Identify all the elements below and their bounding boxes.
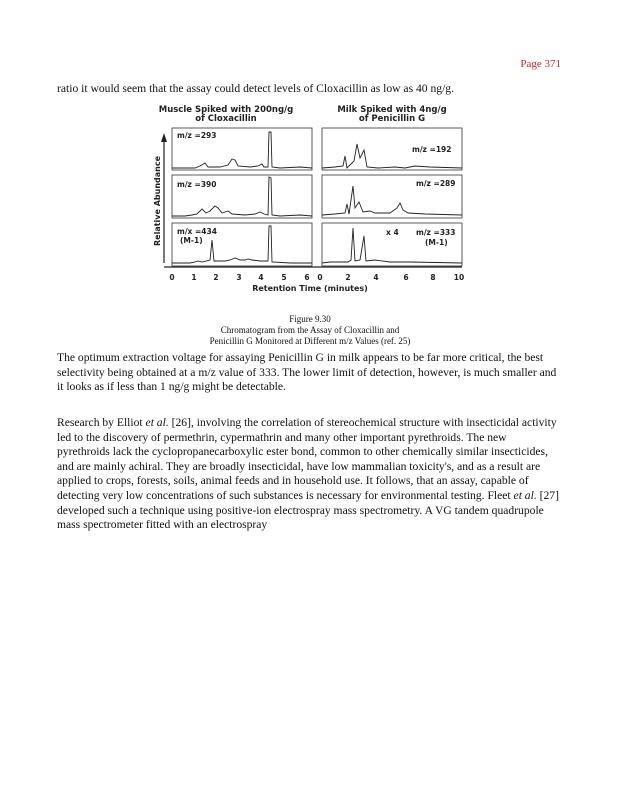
right-tick-labels (317, 273, 464, 282)
label-mz-333: m/z =333 (416, 228, 456, 237)
tick-right-8: 8 (430, 273, 436, 282)
tick-right-4: 4 (373, 273, 379, 282)
left-title-1: Muscle Spiked with 200ng/g (158, 105, 294, 115)
para2-part-b: [26], involving the correlation of stereochemical structure with insecticidal activity led to the discovery of permethrin, cypermathrin and many other important pyrethroids. The new pyrethroids lack the cyclopropanecarboxylic ester bond, common to other chemically similar insecticides, and are mainly achiral. They are broadly insecticidal, have low mammalian toxicity's, and as a result are applied to crops, forests, soils, animal feeds and in household use. It follows, that an assay, capable of detecting very low concentrations of such substances is necessary for environmental testing. Fleet (57, 416, 557, 502)
y-axis-label: Relative Abundance (153, 155, 162, 246)
tick-right-6: 6 (403, 273, 409, 282)
caption-line-2: Chromatogram from the Assay of Cloxacillin and (220, 325, 400, 335)
label-m-1-left: (M-1) (180, 236, 203, 245)
left-tick-labels (169, 273, 309, 282)
paragraph-pyrethroids (57, 416, 559, 533)
figure-caption (150, 314, 470, 347)
para2-et-al-1: et al. (145, 416, 169, 429)
tick-left-4: 4 (258, 273, 264, 282)
right-title-2: of Penicillin G (358, 114, 426, 124)
label-x4: x 4 (386, 228, 399, 237)
tick-left-1: 1 (191, 273, 197, 282)
chromatogram-figure (150, 100, 470, 296)
label-mz-289: m/z =289 (416, 179, 456, 188)
paragraph-penicillin: The optimum extraction voltage for assaying Penicillin G in milk appears to be far more critical, the best selectivity being obtained at a m/z value of 333. The lower limit of detection, however, is much smaller and it looks as if less than 1 ng/g might be detectable. (57, 351, 557, 394)
para2-part-c: [27] developed such a technique using positive-ion electrospray mass spectrometry. A VG tandem quadrupole mass spectrometer fitted with an electrospray (57, 488, 559, 532)
trace-right-289 (322, 186, 462, 215)
tick-right-10: 10 (453, 273, 465, 282)
tick-left-6: 6 (304, 273, 310, 282)
para2-et-al-2: et al. (513, 488, 537, 502)
left-title-2: of Cloxacillin (195, 114, 257, 124)
caption-line-3: Penicillin G Monitored at Different m/z Values (ref. 25) (209, 336, 411, 346)
tick-left-5: 5 (281, 273, 287, 282)
tick-right-2: 2 (345, 273, 351, 282)
label-mz-390: m/z =390 (177, 180, 217, 189)
tick-left-2: 2 (213, 273, 219, 282)
tick-left-3: 3 (236, 273, 242, 282)
intro-text: ratio it would seem that the assay could detect levels of Cloxacillin as low as 40 ng/g. (57, 82, 454, 95)
tick-left-0: 0 (169, 273, 175, 282)
label-m-1-right: (M-1) (425, 238, 448, 247)
label-mz-192: m/z =192 (412, 145, 452, 154)
label-mz-293: m/z =293 (177, 131, 217, 140)
right-title-1: Milk Spiked with 4ng/g (337, 105, 447, 115)
caption-figure-number: Figure 9.30 (289, 314, 331, 324)
page-number: Page 371 (520, 58, 561, 70)
para2-part-a: Research by Elliot (57, 416, 146, 429)
x-axis-label: Retention Time (minutes) (252, 284, 368, 293)
y-axis-arrow (161, 133, 167, 142)
tick-right-0: 0 (317, 273, 323, 282)
left-panels (172, 128, 312, 266)
label-mx-434: m/x =434 (177, 227, 217, 236)
